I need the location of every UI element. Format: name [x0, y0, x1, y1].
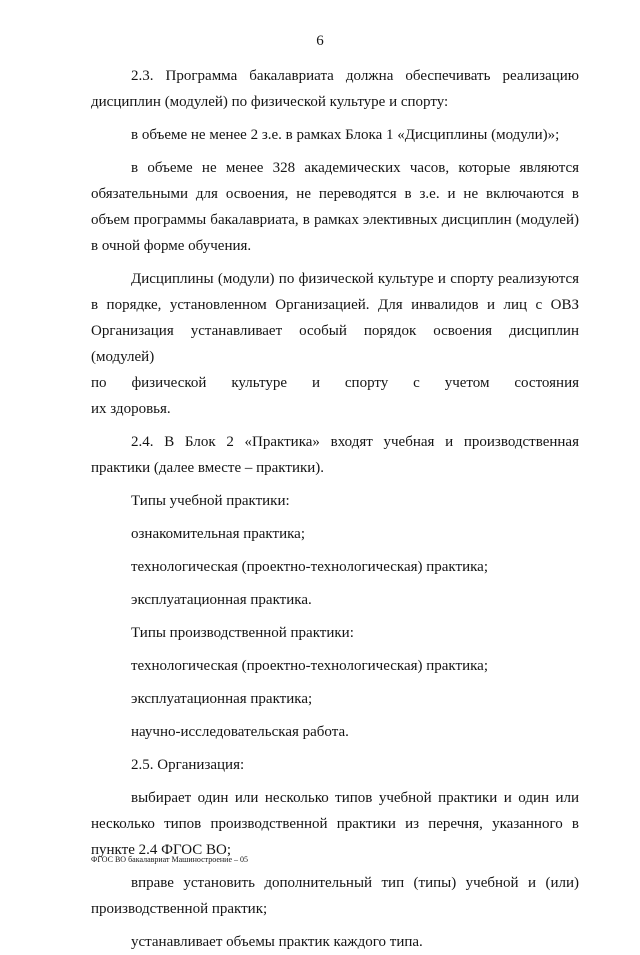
page-number: 6: [316, 33, 324, 49]
document-body: [91, 63, 579, 955]
list-heading-training: Типы учебной практики:: [131, 493, 290, 509]
list-item: эксплуатационная практика.: [131, 592, 312, 608]
paragraph-8: устанавливает объемы практик каждого типа.: [131, 934, 423, 950]
paragraph-3: в объеме не менее 328 академических часов, которые являются обязательными для освоения, не переводятся в з.е. и не включаются в объем программы бакалавриата, в рамках элективных дисциплин (модулей) в очной форме обучения.: [91, 160, 579, 254]
paragraph-4-line: по физической культуре и спорту с учетом состояния: [91, 375, 579, 391]
paragraph-5: 2.4. В Блок 2 «Практика» входят учебная и производственная практики (далее вместе – практики).: [91, 434, 579, 476]
list-item: технологическая (проектно-технологическая) практика;: [131, 559, 488, 575]
list-item: эксплуатационная практика;: [131, 691, 313, 707]
paragraph-1: 2.3. Программа бакалавриата должна обеспечивать реализацию дисциплин (модулей) по физической культуре и спорту:: [91, 68, 579, 110]
list-item: технологическая (проектно-технологическая) практика;: [131, 658, 488, 674]
paragraph-6: выбирает один или несколько типов учебной практики и один или несколько типов производственной практики из перечня, указанного в пункте 2.4 ФГОС ВО;: [91, 790, 579, 858]
section-heading: 2.5. Организация:: [131, 757, 245, 773]
footer-note: ФГОС ВО бакалавриат Машиностроение – 05: [91, 855, 249, 864]
list-heading-production: Типы производственной практики:: [131, 625, 354, 641]
paragraph-4-end: их здоровья.: [91, 401, 171, 417]
paragraph-4: Дисциплины (модули) по физической культуре и спорту реализуются в порядке, установленном Организацией. Для инвалидов и лиц с ОВЗ Организация устанавливает особый порядок освоения дисциплин (модулей): [91, 271, 579, 365]
paragraph-7: вправе установить дополнительный тип (типы) учебной и (или) производственной практик;: [91, 875, 579, 917]
list-item: ознакомительная практика;: [131, 526, 305, 542]
paragraph-2: в объеме не менее 2 з.е. в рамках Блока 1 «Дисциплины (модули)»;: [131, 127, 560, 143]
list-item: научно-исследовательская работа.: [131, 724, 349, 740]
